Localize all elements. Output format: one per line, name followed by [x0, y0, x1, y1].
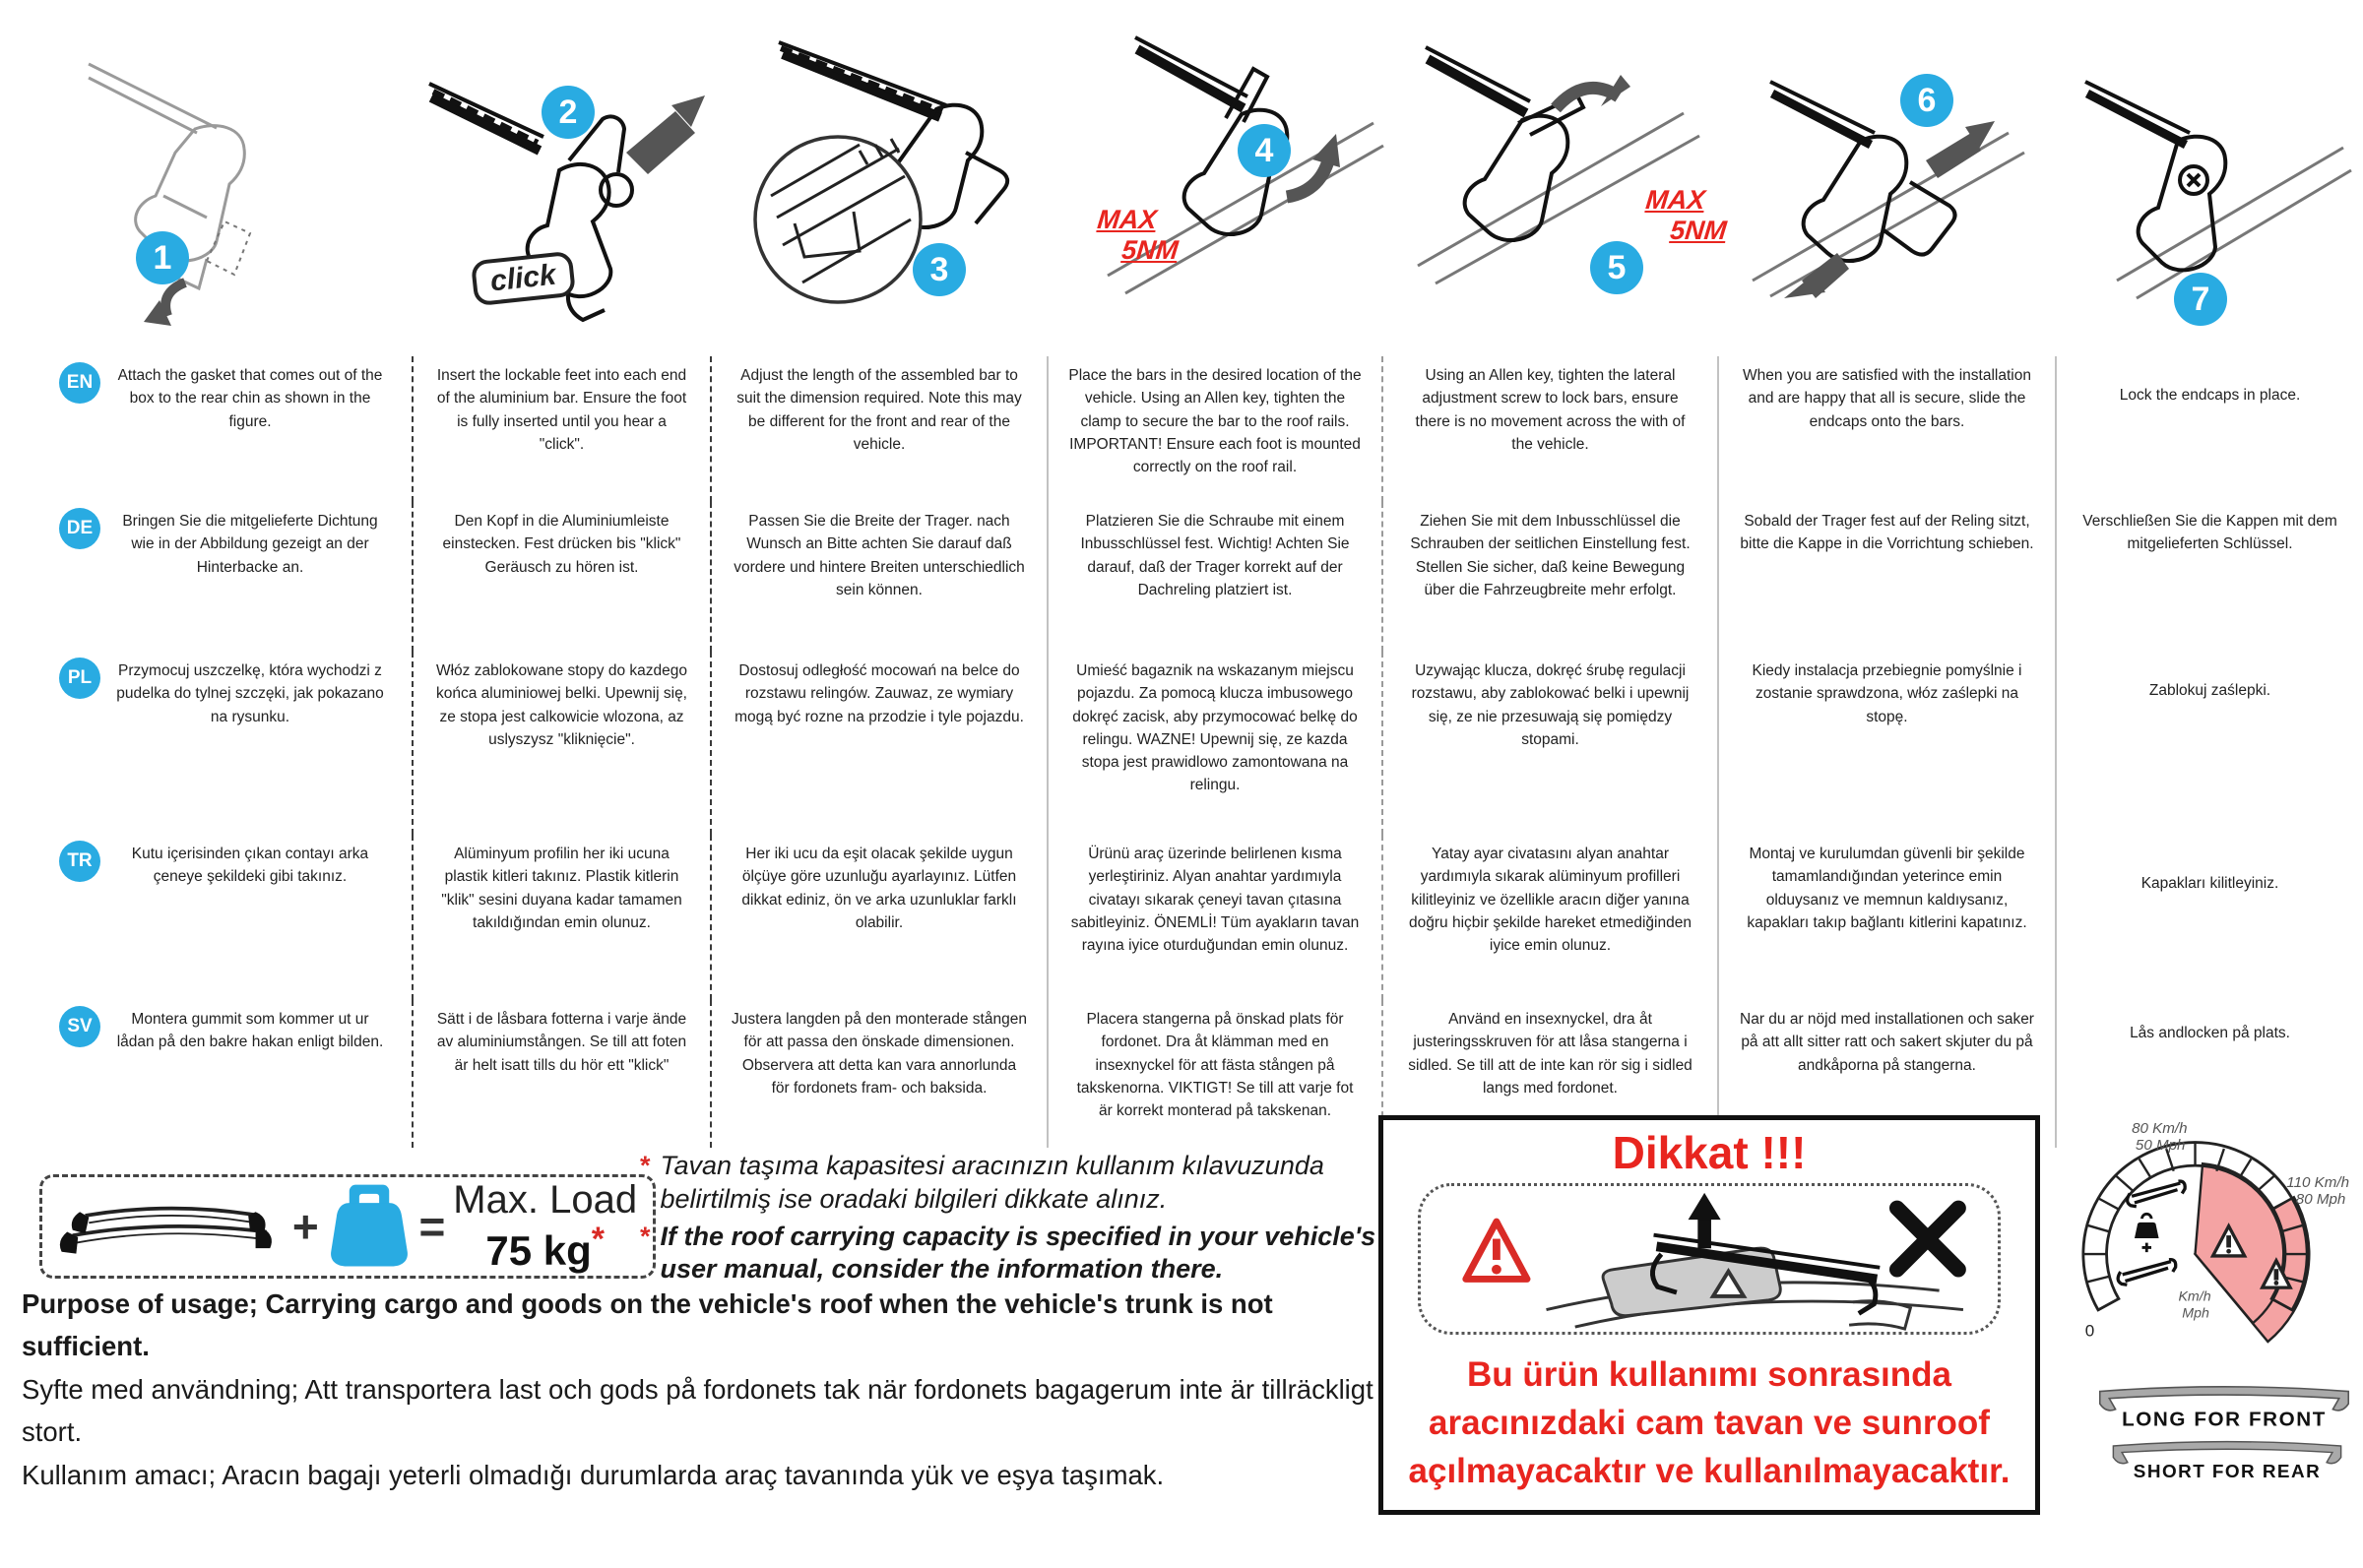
gauge-right-km-label: 110 Km/h [2286, 1173, 2350, 1191]
table-cell [0, 356, 414, 502]
language-badge-pl: PL [59, 658, 100, 699]
table-cell [0, 835, 414, 1000]
table-cell [1049, 356, 1383, 502]
warning-box [1378, 1115, 2040, 1515]
step-text: Yatay ayar civatasını alyan anahtar yardımıyla sıkarak alüminyum profilleri kilitleyiniz ve özellikle aracın diğer yanına doğru hiçbir şekilde hareket etmediğinden iyice emin olunuz. [1409, 846, 1692, 954]
warning-illustration-frame [1418, 1183, 2001, 1335]
table-cell [2057, 835, 2363, 1000]
step-text: Kutu içerisinden çıkan contayı arka çeneye şekildeki gibi takınız. [131, 846, 369, 886]
step-text: Justera langden på den monterade stången för att passa den önskade dimensionen. Observera att detta kan vara annorlunda för fordonets fram- och baksida. [732, 1011, 1027, 1097]
language-badge-de: DE [59, 508, 100, 549]
banner-short-for-rear [2109, 1429, 2345, 1494]
table-cell [1049, 1000, 1383, 1148]
step-number-badge: 5 [1590, 241, 1643, 294]
step-text: Lås andlocken på plats. [2130, 1025, 2290, 1041]
table-cell [712, 356, 1049, 502]
step-number-badge: 7 [2174, 273, 2227, 326]
table-cell [1719, 652, 2057, 835]
endcap-slide-sketch [1733, 34, 2028, 330]
step-text: Przymocuj uszczelkę, która wychodzi z pudelka do tylnej szczęki, jak pokazano na rysunku. [116, 662, 384, 725]
torque-limit-label: MAX 5NM [1644, 185, 1729, 246]
step-number-badge: 2 [542, 86, 595, 139]
table-cell [712, 502, 1049, 652]
step-text: Placera stangerna på önskad plats för fordonet. Dra åt klämman med en insexnyckel för att fästa stången på takskenorna. VIKTIGT! Se till att varje fot är korrekt monterad på takskenan. [1076, 1011, 1354, 1119]
step-text: Sätt i de låsbara fotterna i varje ände av aluminiumstången. Se till att foten är helt isatt tills du hör ett "klick" [436, 1011, 687, 1074]
step-text: Sobald der Trager fest auf der Reling sitzt, bitte die Kappe in die Vorrichtung schieben. [1740, 513, 2034, 553]
language-badge-en: EN [59, 362, 100, 404]
gauge-top-mph-label: 50 Mph [2135, 1136, 2186, 1154]
step-number-badge: 6 [1900, 74, 1953, 127]
step-text: Ziehen Sie mit dem Inbusschlüssel die Schrauben der seitlichen Einstellung fest. Stellen Sie sicher, daß keine Bewegung über die Fahrzeugbreite mehr erfolgt. [1410, 513, 1691, 598]
step-text: Kiedy instalacja przebiegnie pomyślnie i zostanie sprawdzona, włóz zaślepki na stopę. [1752, 662, 2022, 725]
asterisk-mark: * [640, 1151, 651, 1180]
step1-illustration [69, 34, 364, 330]
step-text: When you are satisfied with the installation and are happy that all is secure, slide the endcaps onto the bars. [1743, 367, 2031, 430]
table-cell [414, 652, 712, 835]
footnotes [640, 1150, 1408, 1290]
footnote-tr: * Tavan taşıma kapasitesi aracınızın kullanım kılavuzunda belirtilmiş ise oradaki bilgileri dikkate alınız. [640, 1150, 1408, 1217]
table-cell [0, 502, 414, 652]
weight-bag-icon [327, 1181, 412, 1272]
step3-illustration [743, 15, 1058, 340]
table-cell [1049, 652, 1383, 835]
step-text: Zablokuj zaślepki. [2148, 682, 2271, 699]
click-sound-badge: click [471, 251, 576, 306]
gauge-right-mph-label: 80 Mph [2295, 1190, 2346, 1208]
step-text: Place the bars in the desired location of the vehicle. Using an Allen key, tighten the clamp to secure the bar to the roof rails. IMPORTANT! Ensure each foot is mounted correctly on the roof rail. [1068, 367, 1362, 475]
sunroof-warning-sketch [1434, 1187, 1985, 1331]
table-cell [0, 652, 414, 835]
max-load-label: Max. Load [453, 1178, 638, 1223]
bar-length-adjust-sketch [743, 15, 1058, 340]
speed-limit-gauge [2046, 1114, 2363, 1360]
roof-bars-icon [58, 1188, 285, 1265]
clamp-tighten-sketch [1078, 30, 1393, 335]
gauge-drawing [2046, 1114, 2363, 1348]
step2-illustration [423, 34, 719, 330]
max-load-box [39, 1174, 656, 1279]
table-cell [2057, 356, 2363, 502]
banner-text: SHORT FOR REAR [2133, 1462, 2322, 1482]
table-cell [1049, 835, 1383, 1000]
table-cell [712, 835, 1049, 1000]
purpose-line-sv: Syfte med användning; Att transportera last och gods på fordonets tak när fordonets bagagerum inte är tillräckligt stort. [22, 1373, 1373, 1448]
warning-body: Bu ürün kullanımı sonrasında aracınızdaki cam tavan ve sunroof açılmayacaktır ve kullanılmayacaktır. [1408, 1355, 2011, 1490]
asterisk-mark: * [591, 1221, 605, 1259]
table-cell [1719, 356, 2057, 502]
step6-illustration [1733, 34, 2028, 330]
gauge-center-km-label: Km/h [2178, 1288, 2211, 1305]
step-text: Ürünü araç üzerinde belirlenen kısma yerleştiriniz. Alyan anahtar yardımıyla civatayı sıkarak çeneyi tavan çıtasına sabitleyiniz. ÖNEMLİ! Tüm ayakların tavan rayına iyice oturduğundan emin olunuz. [1070, 846, 1360, 954]
language-badge-tr: TR [59, 841, 100, 882]
table-cell [414, 502, 712, 652]
equals-sign: = [418, 1201, 446, 1252]
step-text: Nar du ar nöjd med installationen och saker på att allt sitter ratt och sakert skjuter du på andkåporna på stangerna. [1740, 1011, 2034, 1074]
step-text: Montera gummit som kommer ut ur lådan på den bakre hakan enligt bilden. [116, 1011, 384, 1051]
step-text: Verschließen Sie die Kappen mit dem mitgelieferten Schlüssel. [2082, 513, 2337, 553]
step5-illustration [1408, 30, 1729, 345]
step-text: Attach the gasket that comes out of the box to the rear chin as shown in the figure. [117, 367, 383, 430]
asterisk-mark: * [640, 1221, 651, 1251]
max-load-value: 75 kg* [485, 1221, 605, 1275]
table-cell [712, 1000, 1049, 1148]
step-text: Her iki ucu da eşit olacak şekilde uygun ölçüye göre uzunluğu ayarlayınız. Lütfen dikkat ediniz, ön ve arka uzunluklar farklı olabilir. [741, 846, 1017, 931]
step4-illustration [1078, 30, 1393, 335]
gauge-zero-label: 0 [2084, 1321, 2095, 1341]
step-text: Lock the endcaps in place. [2119, 387, 2301, 404]
purpose-of-usage [22, 1283, 1400, 1496]
step-text: Umieść bagaznik na wskazanym miejscu pojazdu. Za pomocą klucza imbusowego dokręć zacisk, aby przymocować belkę do relingu. WAZNE! Upewnij się, ze kazda stopa jest prawidlowo zamontowana na relingu. [1072, 662, 1358, 794]
step-text: Kapakları kilitleyiniz. [2140, 875, 2279, 892]
table-cell [414, 835, 712, 1000]
table-cell [414, 1000, 712, 1148]
table-cell [1383, 652, 1719, 835]
step-text: Platzieren Sie die Schraube mit einem Inbusschlüssel fest. Wichtig! Achten Sie darauf, daß der Trager korrekt auf der Dachreling platziert ist. [1080, 513, 1350, 598]
instructions-table [0, 356, 2363, 1148]
step-text: Włóz zablokowane stopy do kazdego końca aluminiowej belki. Upewnij się, ze stopa jest calkowicie wlozona, az uslyszysz "kliknięcie". [435, 662, 688, 748]
step-text: Dostosuj odległość mocowań na belce do rozstawu relingów. Zauwaz, ze wymiary mogą być rozne na przodzie i tyle pojazdu. [734, 662, 1024, 725]
step-number-badge: 1 [136, 231, 189, 284]
table-cell [1719, 835, 2057, 1000]
purpose-line-tr: Kullanım amacı; Aracın bagajı yeterli olmadığı durumlarda araç tavanında yük ve eşya taşımak. [22, 1459, 1165, 1490]
table-cell [414, 356, 712, 502]
table-cell [712, 652, 1049, 835]
warning-title: Dikkat !!! [1612, 1127, 1807, 1178]
banner-text: LONG FOR FRONT [2122, 1408, 2327, 1431]
step-text: Uzywając klucza, dokręć śrubę regulacji rozstawu, aby zablokować belki i upewnij się, ze nie przesuwają się pomiędzy stopami. [1411, 662, 1690, 748]
step-text: Passen Sie die Breite der Trager. nach Wunsch an Bitte achten Sie darauf daß vordere und hintere Breiten unterschiedlich sein können. [734, 513, 1025, 598]
step-text: Using an Allen key, tighten the lateral adjustment screw to lock bars, ensure there is no movement across the with of the vehicle. [1415, 367, 1686, 453]
step-text: Adjust the length of the assembled bar to suit the dimension required. Note this may be different for the front and rear of the vehicle. [736, 367, 1022, 453]
table-cell [1383, 356, 1719, 502]
step-text: Använd en insexnyckel, dra åt justeringsskruven för att låsa stangerna i sidled. Se till att de inte kan rör sig i sidled langs med fordonet. [1408, 1011, 1692, 1097]
step-text: Den Kopf in die Aluminiumleiste einstecken. Fest drücken bis "klick" Geräusch zu hören ist. [442, 513, 681, 576]
max-load-text [453, 1178, 637, 1274]
language-badge-sv: SV [59, 1006, 100, 1047]
table-cell [1383, 835, 1719, 1000]
gauge-center-mph-label: Mph [2182, 1305, 2209, 1322]
footnote-en: * If the roof carrying capacity is specified in your vehicle's user manual, consider the information there. [640, 1221, 1408, 1287]
step-text: Bringen Sie die mitgelieferte Dichtung wie in der Abbildung gezeigt an der Hinterbacke an. [122, 513, 378, 576]
step-number-badge: 4 [1238, 124, 1291, 177]
plus-sign: + [291, 1201, 319, 1252]
table-cell [0, 1000, 414, 1148]
purpose-line-en: Purpose of usage; Carrying cargo and goods on the vehicle's roof when the vehicle's trunk is not sufficient. [22, 1288, 1273, 1362]
step-text: Alüminyum profilin her iki ucuna plastik kitleri takınız. Plastik kitlerin "klik" sesini duyana kadar tamamen takıldığından emin olunuz. [441, 846, 682, 931]
table-cell [1383, 502, 1719, 652]
table-cell [2057, 652, 2363, 835]
gasket-attach-sketch [69, 34, 364, 330]
table-cell [1049, 502, 1383, 652]
table-cell [2057, 502, 2363, 652]
gauge-top-km-label: 80 Km/h [2132, 1119, 2188, 1137]
step-number-badge: 3 [913, 243, 966, 296]
step-text: Montaj ve kurulumdan güvenli bir şekilde tamamlandığından yeterince emin olduysanız ve memnun kaldıysanız, kapakları takıp bağlantı kitlerini kapatınız. [1747, 846, 2027, 931]
torque-limit-label: MAX 5NM [1096, 205, 1181, 266]
step7-illustration [2058, 54, 2353, 340]
table-cell [1719, 502, 2057, 652]
step-text: Insert the lockable feet into each end of the aluminium bar. Ensure the foot is fully inserted until you hear a "click". [436, 367, 687, 453]
